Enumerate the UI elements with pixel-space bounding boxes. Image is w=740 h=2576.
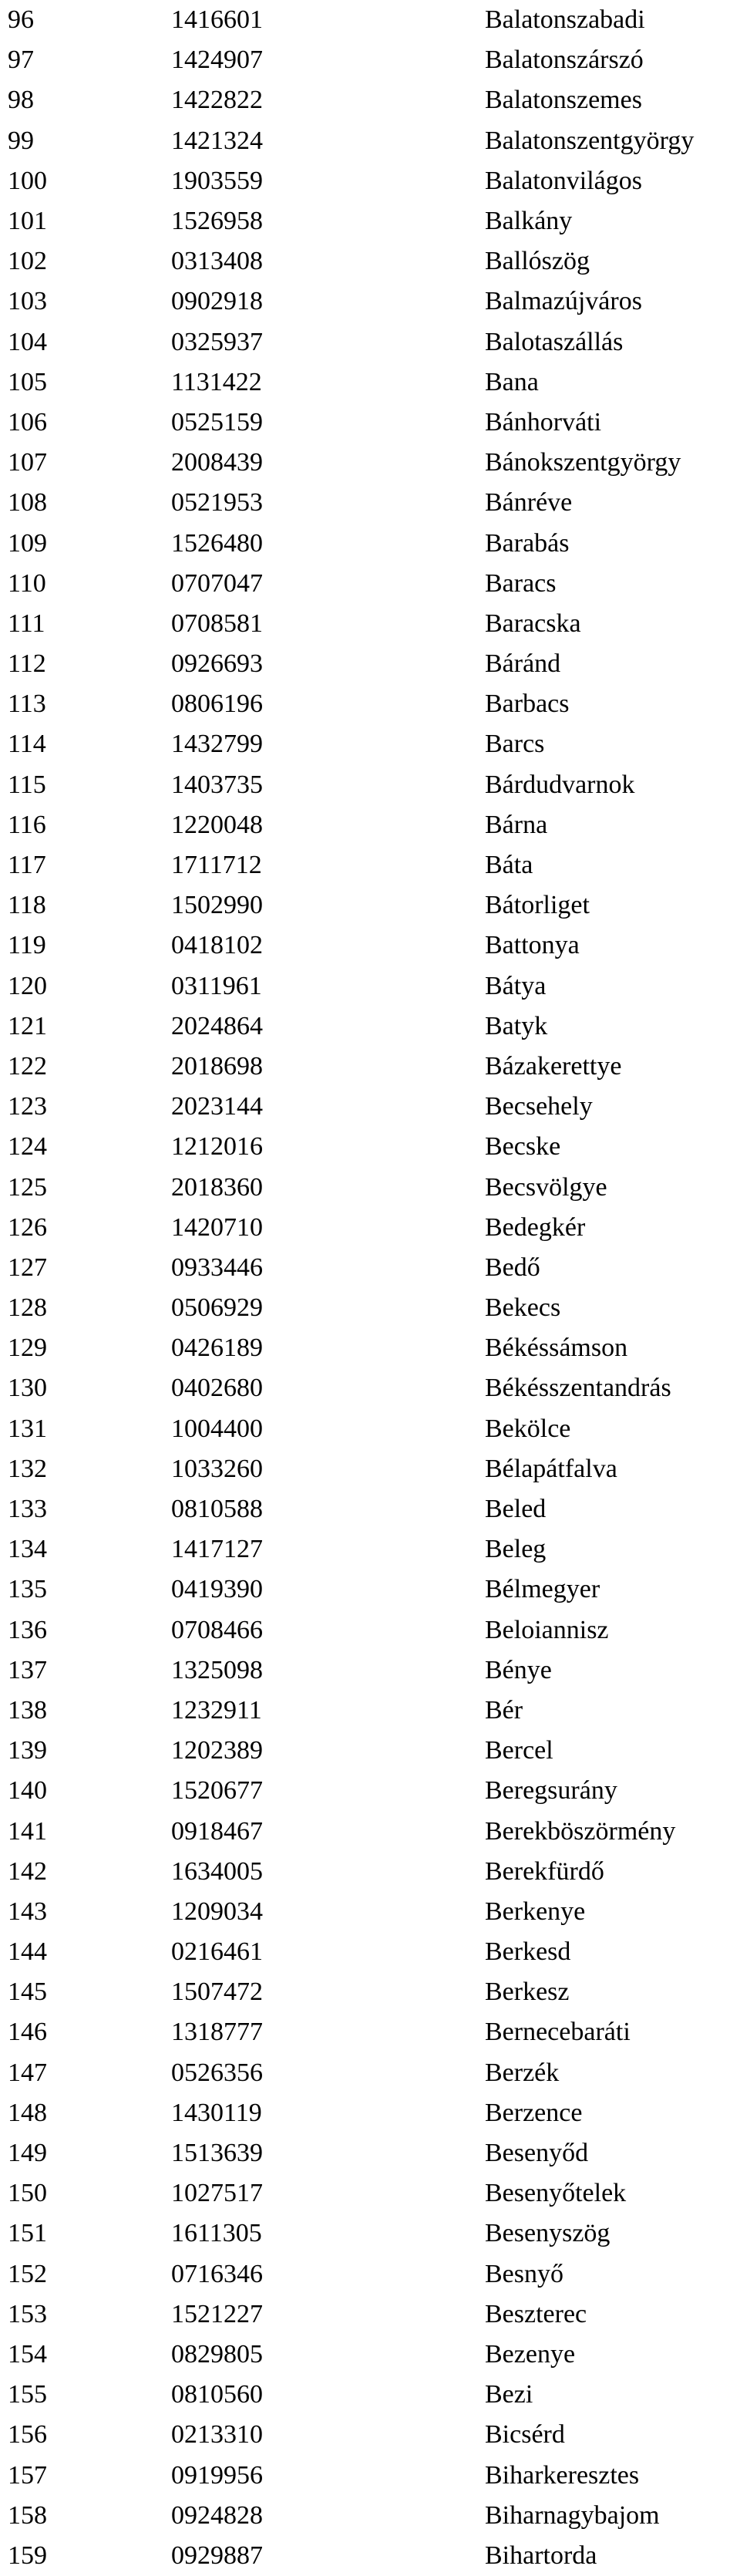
table-row — [0, 282, 740, 322]
settlement-code: 0708466 — [171, 1615, 263, 1644]
table-row — [0, 2335, 740, 2375]
settlement-name: Bárdudvarnok — [485, 770, 635, 799]
table-row — [0, 1127, 740, 1167]
row-number: 105 — [8, 367, 47, 396]
row-number: 113 — [8, 690, 46, 719]
table-row — [0, 926, 740, 966]
table-row — [0, 1006, 740, 1047]
table-row — [0, 845, 740, 885]
settlement-code: 1033260 — [171, 1454, 263, 1483]
settlement-code: 0919956 — [171, 2460, 263, 2490]
table-row — [0, 805, 740, 845]
row-number: 103 — [8, 287, 47, 316]
settlement-code: 2024864 — [171, 1011, 263, 1040]
settlement-name: Beloiannisz — [485, 1615, 609, 1644]
table-row — [0, 1610, 740, 1650]
settlement-name: Berkesd — [485, 1937, 571, 1967]
settlement-code: 0810588 — [171, 1495, 263, 1524]
settlement-code: 0902918 — [171, 287, 263, 316]
settlement-code: 0708581 — [171, 609, 263, 638]
settlement-code: 0506929 — [171, 1293, 263, 1323]
table-row — [0, 1489, 740, 1529]
settlement-name: Besenyőtelek — [485, 2179, 627, 2208]
row-number: 131 — [8, 1414, 47, 1443]
row-number: 155 — [8, 2380, 47, 2409]
row-number: 96 — [8, 5, 34, 35]
settlement-name: Bélmegyer — [485, 1575, 600, 1604]
settlement-name: Békéssámson — [485, 1334, 628, 1363]
settlement-name: Balmazújváros — [485, 287, 642, 316]
row-number: 148 — [8, 2098, 47, 2127]
table-row — [0, 2053, 740, 2093]
settlement-code: 1209034 — [171, 1897, 263, 1926]
table-row — [0, 241, 740, 282]
settlement-name: Berkenye — [485, 1897, 586, 1926]
settlement-code: 1521227 — [171, 2299, 263, 2328]
settlement-name: Bana — [485, 367, 539, 396]
settlement-name: Beleg — [485, 1535, 547, 1564]
table-row — [0, 1248, 740, 1288]
row-number: 97 — [8, 46, 34, 75]
settlement-code: 0311961 — [171, 971, 262, 1000]
settlement-name: Besenyszög — [485, 2219, 610, 2248]
row-number: 109 — [8, 528, 47, 558]
row-number: 146 — [8, 2018, 47, 2047]
settlement-name: Bercel — [485, 1736, 553, 1765]
row-number: 125 — [8, 1172, 47, 1202]
settlement-code: 1220048 — [171, 810, 263, 839]
settlement-code: 2018698 — [171, 1051, 263, 1081]
table-row — [0, 1972, 740, 2012]
settlement-code: 0829805 — [171, 2339, 263, 2369]
row-number: 120 — [8, 971, 47, 1000]
settlement-code: 1325098 — [171, 1655, 263, 1684]
settlement-code: 1212016 — [171, 1132, 263, 1162]
table-row — [0, 523, 740, 563]
settlement-name: Berkesz — [485, 1978, 570, 2007]
row-number: 158 — [8, 2500, 47, 2530]
settlement-code: 1424907 — [171, 46, 263, 75]
settlement-name: Baracska — [485, 609, 581, 638]
row-number: 153 — [8, 2299, 47, 2328]
table-row — [0, 2173, 740, 2214]
settlement-code: 0426189 — [171, 1334, 263, 1363]
settlement-code: 2023144 — [171, 1092, 263, 1121]
settlement-name: Bátorliget — [485, 891, 590, 920]
settlement-code: 0918467 — [171, 1816, 263, 1846]
row-number: 140 — [8, 1776, 47, 1806]
row-number: 142 — [8, 1856, 47, 1886]
settlement-code: 1004400 — [171, 1414, 263, 1443]
settlement-code: 1611305 — [171, 2219, 262, 2248]
table-row — [0, 1691, 740, 1731]
table-row — [0, 1047, 740, 1087]
settlement-name: Bánhorváti — [485, 407, 602, 437]
settlement-name: Bekölce — [485, 1414, 571, 1443]
row-number: 138 — [8, 1695, 47, 1725]
settlement-code: 1403735 — [171, 770, 263, 799]
settlement-code: 1420710 — [171, 1212, 263, 1242]
settlement-code: 1027517 — [171, 2179, 263, 2208]
settlement-name: Báránd — [485, 649, 561, 679]
settlement-code: 0924828 — [171, 2500, 263, 2530]
settlement-name: Bekecs — [485, 1293, 561, 1323]
row-number: 99 — [8, 126, 34, 155]
table-row — [0, 1449, 740, 1489]
table-row — [0, 724, 740, 764]
table-row — [0, 1087, 740, 1127]
settlement-name: Besenyőd — [485, 2139, 589, 2168]
table-row — [0, 1167, 740, 1207]
table-row — [0, 322, 740, 362]
row-number: 137 — [8, 1655, 47, 1684]
settlement-name: Besnyő — [485, 2259, 563, 2288]
table-row — [0, 362, 740, 403]
table-row — [0, 483, 740, 523]
row-number: 117 — [8, 851, 46, 880]
settlement-name: Balatonszárszó — [485, 46, 644, 75]
row-number: 143 — [8, 1897, 47, 1926]
row-number: 134 — [8, 1535, 47, 1564]
table-row — [0, 885, 740, 926]
table-row — [0, 1852, 740, 1892]
settlement-code: 1232911 — [171, 1695, 262, 1725]
settlement-name: Becsehely — [485, 1092, 593, 1121]
settlement-code: 0325937 — [171, 327, 263, 356]
settlement-code: 1903559 — [171, 166, 263, 195]
settlement-name: Bedő — [485, 1253, 540, 1282]
settlement-name: Bázakerettye — [485, 1051, 622, 1081]
settlement-name: Beszterec — [485, 2299, 587, 2328]
settlement-code: 0929887 — [171, 2541, 263, 2570]
row-number: 110 — [8, 568, 46, 598]
settlement-name: Bezenye — [485, 2339, 576, 2369]
row-number: 101 — [8, 207, 47, 236]
settlement-code: 1131422 — [171, 367, 262, 396]
settlement-name: Baracs — [485, 568, 557, 598]
settlement-name: Berekböszörmény — [485, 1816, 676, 1846]
table-row — [0, 121, 740, 161]
settlement-code: 0402680 — [171, 1374, 263, 1403]
table-row — [0, 2093, 740, 2133]
settlement-code: 1318777 — [171, 2018, 263, 2047]
table-row — [0, 1811, 740, 1851]
settlement-code: 0716346 — [171, 2259, 263, 2288]
settlement-name: Becske — [485, 1132, 561, 1162]
row-number: 118 — [8, 891, 46, 920]
table-row — [0, 2214, 740, 2254]
table-row — [0, 161, 740, 201]
settlement-name: Bátya — [485, 971, 547, 1000]
settlement-code: 0933446 — [171, 1253, 263, 1282]
settlement-name: Biharkeresztes — [485, 2460, 640, 2490]
settlement-name: Bénye — [485, 1655, 552, 1684]
settlement-code: 2018360 — [171, 1172, 263, 1202]
settlement-name: Berekfürdő — [485, 1856, 604, 1886]
settlement-code: 1417127 — [171, 1535, 263, 1564]
settlement-code: 0418102 — [171, 931, 263, 960]
settlement-name: Bér — [485, 1695, 523, 1725]
table-row — [0, 1288, 740, 1328]
table-row — [0, 1650, 740, 1691]
settlement-name: Beregsurány — [485, 1776, 617, 1806]
row-number: 149 — [8, 2139, 47, 2168]
settlement-name: Battonya — [485, 931, 580, 960]
settlement-name: Berzence — [485, 2098, 583, 2127]
row-number: 127 — [8, 1253, 47, 1282]
row-number: 144 — [8, 1937, 47, 1967]
settlement-code: 2008439 — [171, 448, 263, 477]
settlement-name: Báta — [485, 851, 533, 880]
row-number: 107 — [8, 448, 47, 477]
settlement-code: 1421324 — [171, 126, 263, 155]
table-row — [0, 604, 740, 644]
row-number: 145 — [8, 1978, 47, 2007]
row-number: 102 — [8, 247, 47, 276]
row-number: 123 — [8, 1092, 47, 1121]
settlement-code: 0526356 — [171, 2058, 263, 2087]
row-number: 156 — [8, 2420, 47, 2450]
settlement-name: Batyk — [485, 1011, 548, 1040]
table-row — [0, 1409, 740, 1449]
row-number: 111 — [8, 609, 45, 638]
row-number: 115 — [8, 770, 46, 799]
table-row — [0, 443, 740, 483]
table-row — [0, 1368, 740, 1408]
settlement-code: 1711712 — [171, 851, 262, 880]
table-row — [0, 966, 740, 1006]
settlement-code: 1202389 — [171, 1736, 263, 1765]
table-row — [0, 201, 740, 241]
settlement-name: Balatonvilágos — [485, 166, 642, 195]
settlement-name: Barabás — [485, 528, 570, 558]
row-number: 130 — [8, 1374, 47, 1403]
settlement-code: 0926693 — [171, 649, 263, 679]
row-number: 114 — [8, 730, 46, 759]
settlement-code: 1430119 — [171, 2098, 262, 2127]
settlement-code: 0216461 — [171, 1937, 263, 1967]
row-number: 152 — [8, 2259, 47, 2288]
table-row — [0, 1731, 740, 1771]
row-number: 150 — [8, 2179, 47, 2208]
row-number: 122 — [8, 1051, 47, 1081]
settlement-name: Balotaszállás — [485, 327, 624, 356]
settlement-code: 1502990 — [171, 891, 263, 920]
settlement-code: 0525159 — [171, 407, 263, 437]
table-row — [0, 2455, 740, 2495]
settlement-name: Bárna — [485, 810, 548, 839]
row-number: 141 — [8, 1816, 47, 1846]
settlement-code: 0707047 — [171, 568, 263, 598]
settlement-name: Bánokszentgyörgy — [485, 448, 681, 477]
row-number: 151 — [8, 2219, 47, 2248]
settlement-name: Bélapátfalva — [485, 1454, 617, 1483]
settlement-name: Bihartorda — [485, 2541, 597, 2570]
table-row — [0, 40, 740, 80]
settlement-code: 0213310 — [171, 2420, 263, 2450]
table-row — [0, 80, 740, 120]
row-number: 157 — [8, 2460, 47, 2490]
table-row — [0, 2133, 740, 2173]
settlement-code: 1416601 — [171, 5, 263, 35]
settlement-name: Berzék — [485, 2058, 560, 2087]
row-number: 133 — [8, 1495, 47, 1524]
settlement-name: Barcs — [485, 730, 545, 759]
row-number: 112 — [8, 649, 46, 679]
settlement-name: Beled — [485, 1495, 547, 1524]
settlement-code: 0810560 — [171, 2380, 263, 2409]
settlement-name: Bezi — [485, 2380, 533, 2409]
row-number: 106 — [8, 407, 47, 437]
row-number: 132 — [8, 1454, 47, 1483]
row-number: 136 — [8, 1615, 47, 1644]
settlement-code: 1526958 — [171, 207, 263, 236]
settlement-name: Balatonszabadi — [485, 5, 645, 35]
row-number: 139 — [8, 1736, 47, 1765]
row-number: 159 — [8, 2541, 47, 2570]
settlement-code: 0521953 — [171, 488, 263, 518]
row-number: 98 — [8, 86, 34, 115]
table-row — [0, 1328, 740, 1368]
settlement-code: 0806196 — [171, 690, 263, 719]
row-number: 126 — [8, 1212, 47, 1242]
table-row — [0, 644, 740, 684]
row-number: 104 — [8, 327, 47, 356]
settlement-name: Bánréve — [485, 488, 573, 518]
settlement-name: Balkány — [485, 207, 573, 236]
settlement-name: Békésszentandrás — [485, 1374, 671, 1403]
row-number: 135 — [8, 1575, 47, 1604]
settlement-code: 1526480 — [171, 528, 263, 558]
table-row — [0, 1570, 740, 1610]
settlement-code: 1520677 — [171, 1776, 263, 1806]
row-number: 121 — [8, 1011, 47, 1040]
table-row — [0, 2415, 740, 2455]
table-row — [0, 2496, 740, 2536]
row-number: 100 — [8, 166, 47, 195]
table-row — [0, 2012, 740, 2052]
table-row — [0, 564, 740, 604]
settlement-code: 1634005 — [171, 1856, 263, 1886]
table-row — [0, 2294, 740, 2335]
settlement-name: Biharnagybajom — [485, 2500, 660, 2530]
settlement-name: Balatonszentgyörgy — [485, 126, 695, 155]
row-number: 128 — [8, 1293, 47, 1323]
row-number: 129 — [8, 1334, 47, 1363]
settlement-code: 1432799 — [171, 730, 263, 759]
table-row — [0, 403, 740, 443]
row-number: 119 — [8, 931, 46, 960]
table-row — [0, 2375, 740, 2415]
settlement-name: Becsvölgye — [485, 1172, 607, 1202]
row-number: 108 — [8, 488, 47, 518]
settlement-code: 0313408 — [171, 247, 263, 276]
table-row — [0, 1892, 740, 1932]
settlement-code: 0419390 — [171, 1575, 263, 1604]
table-row — [0, 1771, 740, 1811]
row-number: 147 — [8, 2058, 47, 2087]
table-row — [0, 1529, 740, 1570]
settlement-name: Bicsérd — [485, 2420, 565, 2450]
table-row — [0, 684, 740, 724]
table-row — [0, 1208, 740, 1248]
settlement-name: Balatonszemes — [485, 86, 642, 115]
row-number: 154 — [8, 2339, 47, 2369]
table-row — [0, 0, 740, 40]
table-row — [0, 765, 740, 805]
settlement-name: Bernecebaráti — [485, 2018, 631, 2047]
settlement-code: 1513639 — [171, 2139, 263, 2168]
row-number: 116 — [8, 810, 46, 839]
settlement-code: 1422822 — [171, 86, 263, 115]
settlement-name: Ballószög — [485, 247, 590, 276]
row-number: 124 — [8, 1132, 47, 1162]
settlement-code: 1507472 — [171, 1978, 263, 2007]
table-row — [0, 1932, 740, 1972]
table-row — [0, 2254, 740, 2294]
settlement-name: Bedegkér — [485, 1212, 586, 1242]
settlement-name: Barbacs — [485, 690, 570, 719]
